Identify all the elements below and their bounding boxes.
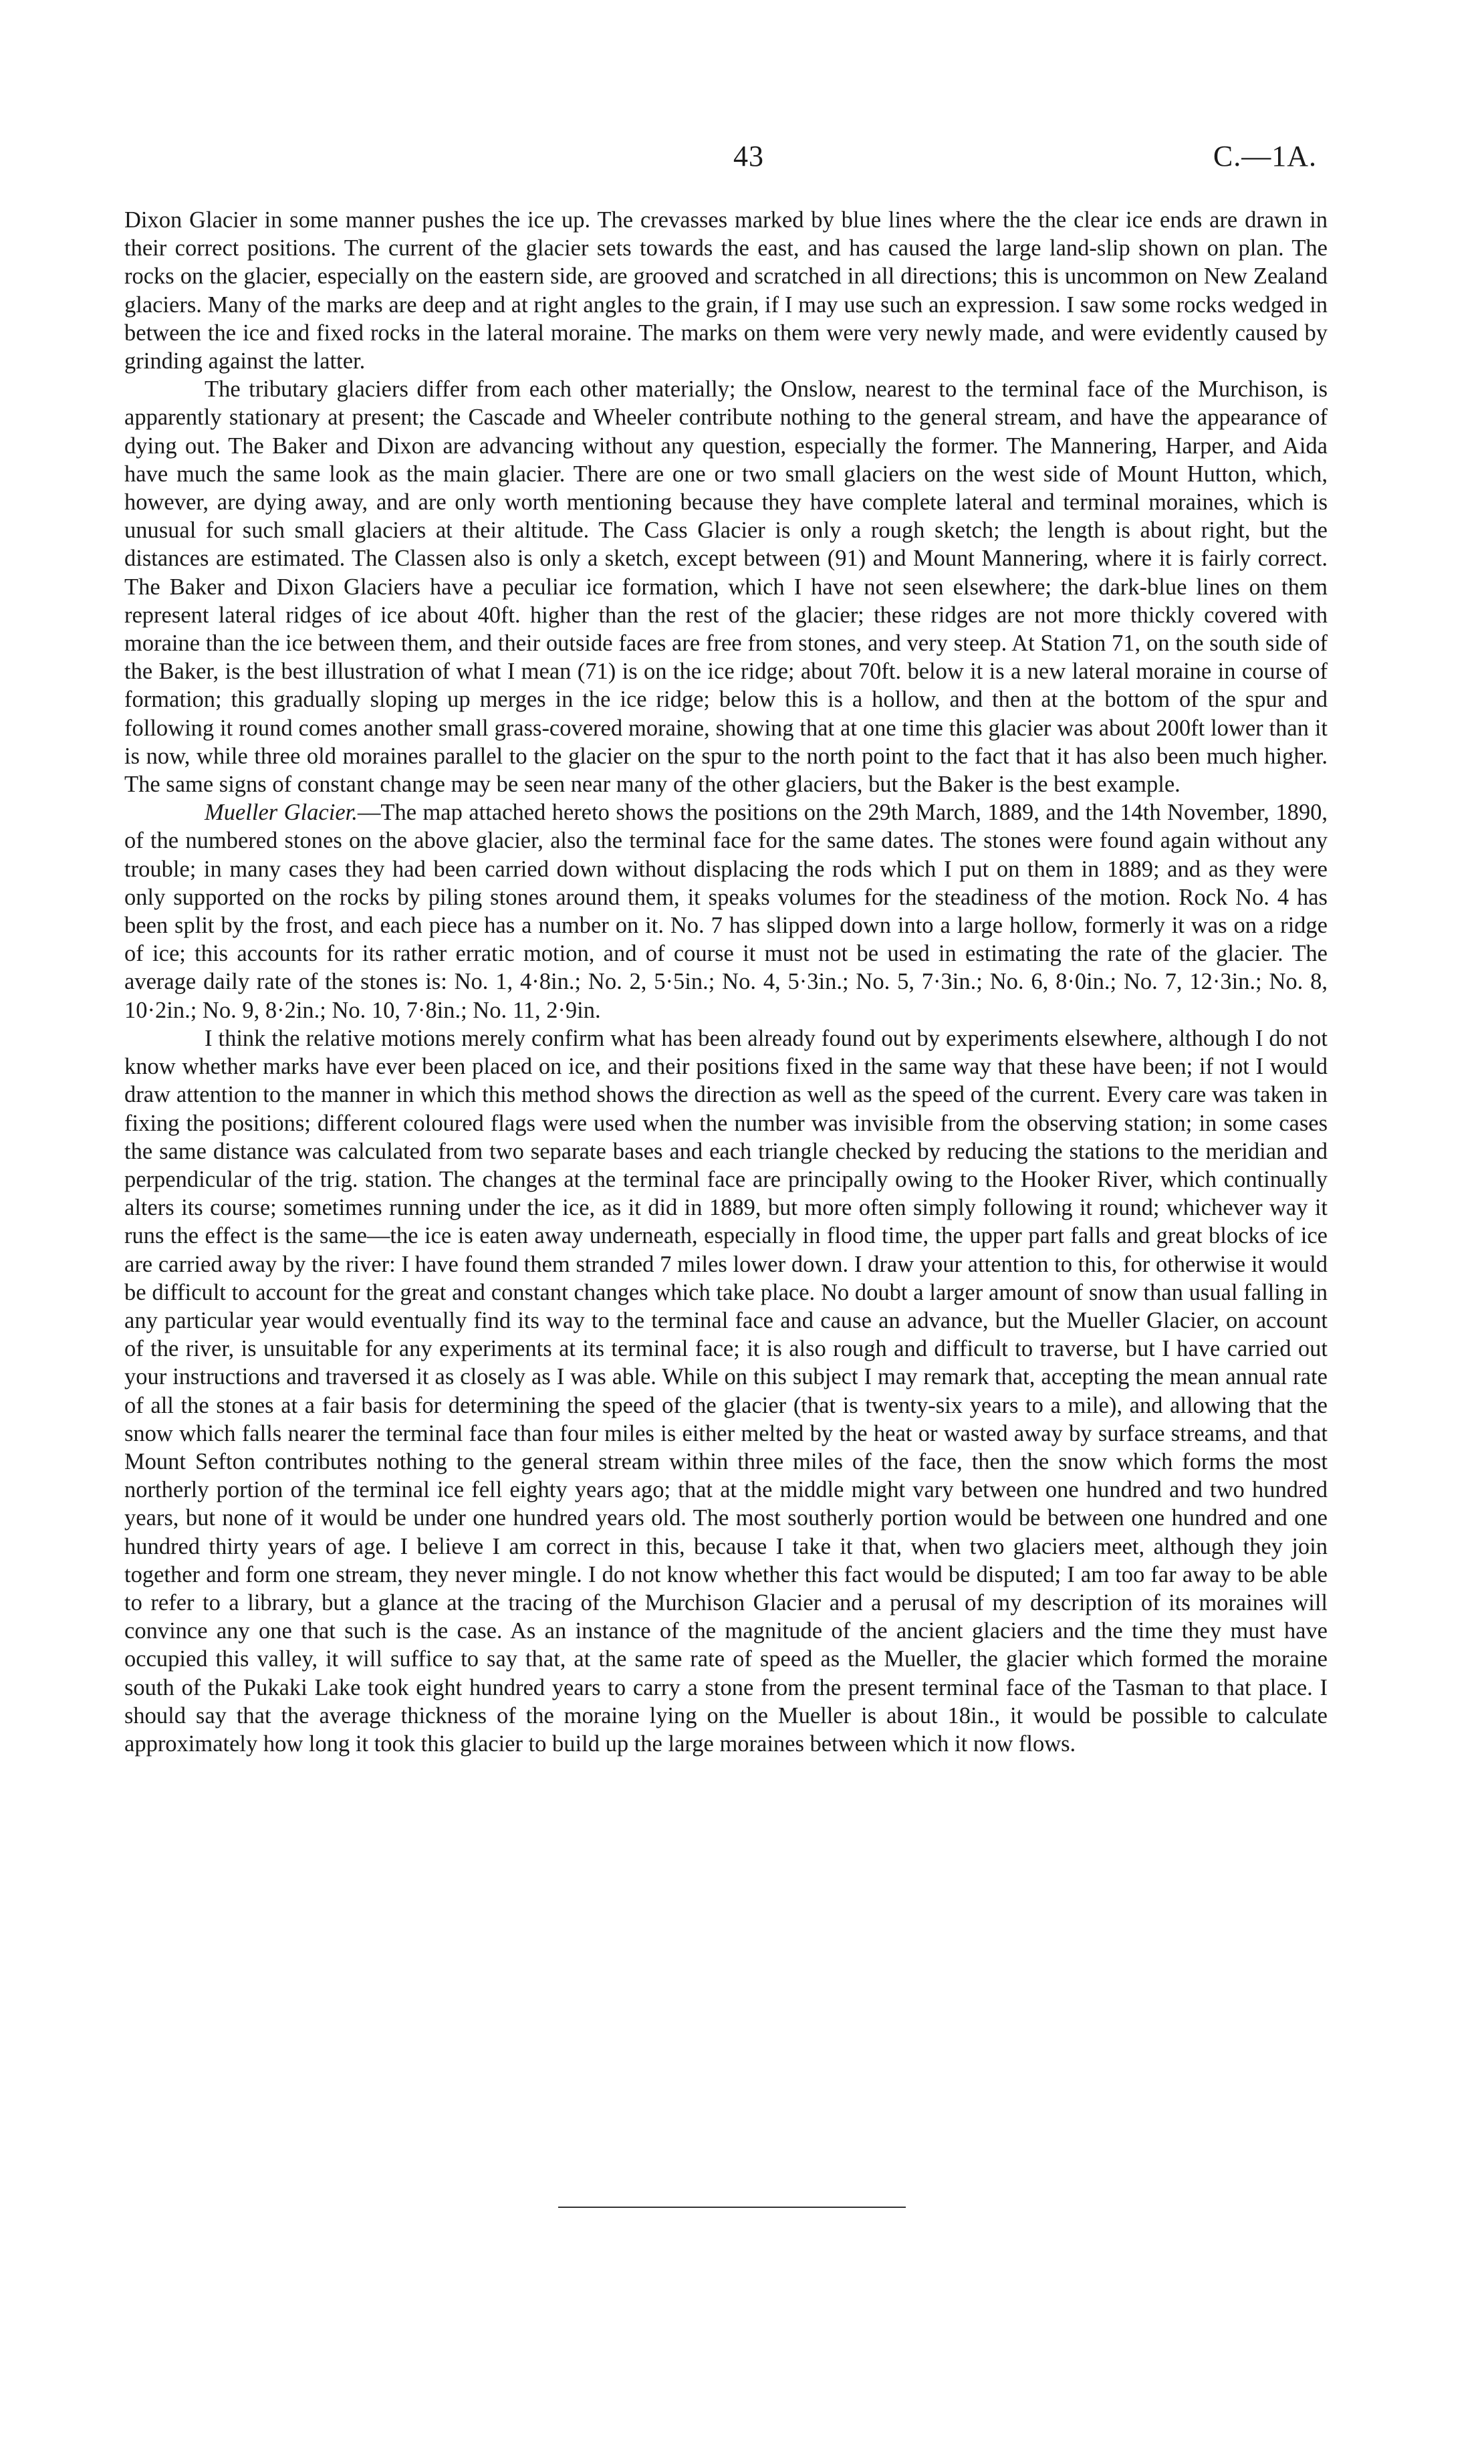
document-code: C.—1A. <box>1213 140 1317 173</box>
end-rule <box>558 2207 906 2208</box>
paragraph-3 <box>124 798 1328 1024</box>
paragraph-2: The tributary glaciers differ from each other materially; the Onslow, nearest to the terminal face of the Murchison, is apparently stationary at present; the Cascade and Wheeler contribute nothing to the general stream, and have the appearance of dying out. The Baker and Dixon are advancing without any question, especially the former. The Mannering, Harper, and Aida have much the same look as the main glacier. There are one or two small glaciers on the west side of Mount Hutton, which, however, are dying away, and are only worth mentioning because they have complete lateral and terminal moraines, which is unusual for such small glaciers at their altitude. The Cass Glacier is only a rough sketch; the length is about right, but the distances are estimated. The Classen also is only a sketch, except between (91) and Mount Mannering, where it is fairly correct. The Baker and Dixon Glaciers have a peculiar ice formation, which I have not seen elsewhere; the dark-blue lines on them represent lateral ridges of ice about 40ft. higher than the rest of the glacier; these ridges are not more thickly covered with moraine than the ice between them, and their outside faces are free from stones, and very steep. At Station 71, on the south side of the Baker, is the best illustration of what I mean (71) is on the ice ridge; about 70ft. below it is a new lateral moraine in course of formation; this gradually sloping up merges in the ice ridge; below this is a hollow, and then at the bottom of the spur and following it round comes another small grass-covered moraine, showing that at one time this glacier was about 200ft lower than it is now, while three old moraines parallel to the glacier on the spur to the north point to the fact that it has also been much higher. The same signs of constant change may be seen near many of the other glaciers, but the Baker is the best example. <box>124 376 1328 798</box>
paragraph-4: I think the relative motions merely confirm what has been already found out by experiments elsewhere, although I do not know whether marks have ever been placed on ice, and their positions fixed in the same way that these have been; if not I would draw attention to the manner in which this method shows the direction as well as the speed of the current. Every care was taken in fixing the positions; different coloured flags were used when the number was invisible from the observing station; in some cases the same distance was calculated from two separate bases and each triangle checked by reducing the stations to the meridian and perpendicular of the trig. station. The changes at the terminal face are principally owing to the Hooker River, which continually alters its course; sometimes running under the ice, as it did in 1889, but more often simply following it round; whichever way it runs the effect is the same—the ice is eaten away underneath, especially in flood time, the upper part falls and great blocks of ice are carried away by the river: I have found them stranded 7 miles lower down. I draw your attention to this, for otherwise it would be difficult to account for the great and constant changes which take place. No doubt a larger amount of snow than usual falling in any particular year would eventually find its way to the terminal face and cause an advance, but the Mueller Glacier, on account of the river, is unsuitable for any experiments at its terminal face; it is also rough and difficult to traverse, but I have carried out your instructions and traversed it as closely as I was able. While on this subject I may remark that, accepting the mean annual rate of all the stones at a fair basis for determining the speed of the glacier (that is twenty-six years to a mile), and allowing that the snow which falls nearer the terminal face than four miles is either melted by the heat or wasted away by surface streams, and that Mount Sefton contributes nothing to the general stream within three miles of the face, then the snow which forms the most northerly portion of the terminal ice fell eighty years ago; that at the middle might vary between one hundred and two hundred years, but none of it would be under one hundred years old. The most southerly portion would be between one hundred and one hundred thirty years of age. I believe I am correct in this, because I take it that, when two glaciers meet, although they join together and form one stream, they never mingle. I do not know whether this fact would be disputed; I am too far away to be able to refer to a library, but a glance at the tracing of the Murchison Glacier and a perusal of my description of its moraines will convince any one that such is the case. As an instance of the magnitude of the ancient glaciers and the time they must have occupied this valley, it will suffice to say that, at the same rate of speed as the Mueller, the glacier which formed the moraine south of the Pukaki Lake took eight hundred years to carry a stone from the present terminal face of the Tasman to that place. I should say that the average thickness of the moraine lying on the Mueller is about 18in., it would be possible to calculate approximately how long it took this glacier to build up the large moraines between which it now flows. <box>124 1025 1328 1757</box>
body-text <box>124 206 1328 1758</box>
page-number: 43 <box>733 140 764 173</box>
section-heading-mueller-glacier: Mueller Glacier. <box>205 800 358 826</box>
paragraph-1: Dixon Glacier in some manner pushes the ice up. The crevasses marked by blue lines where the the clear ice ends are drawn in their correct positions. The current of the glacier sets towards the east, and has caused the large land-slip shown on plan. The rocks on the glacier, especially on the eastern side, are grooved and scratched in all directions; this is uncommon on New Zealand glaciers. Many of the marks are deep and at right angles to the grain, if I may use such an expression. I saw some rocks wedged in between the ice and fixed rocks in the lateral moraine. The marks on them were very newly made, and were evidently caused by grinding against the latter. <box>124 207 1328 374</box>
paragraph-3-text: —The map attached hereto shows the positions on the 29th March, 1889, and the 14th November, 1890, of the numbered stones on the above glacier, also the terminal face for the same dates. The stones were found again without any trouble; in many cases they had been carried down without displacing the rods which I put on them in 1889; and as they were only supported on the rocks by piling stones around them, it speaks volumes for the steadiness of the motion. Rock No. 4 has been split by the frost, and each piece has a number on it. No. 7 has slipped down into a large hollow, formerly it was on a ridge of ice; this accounts for its rather erratic motion, and of course it must not be used in estimating the rate of the glacier. The average daily rate of the stones is: No. 1, 4·8in.; No. 2, 5·5in.; No. 4, 5·3in.; No. 5, 7·3in.; No. 6, 8·0in.; No. 7, 12·3in.; No. 8, 10·2in.; No. 9, 8·2in.; No. 10, 7·8in.; No. 11, 2·9in. <box>124 800 1328 1023</box>
